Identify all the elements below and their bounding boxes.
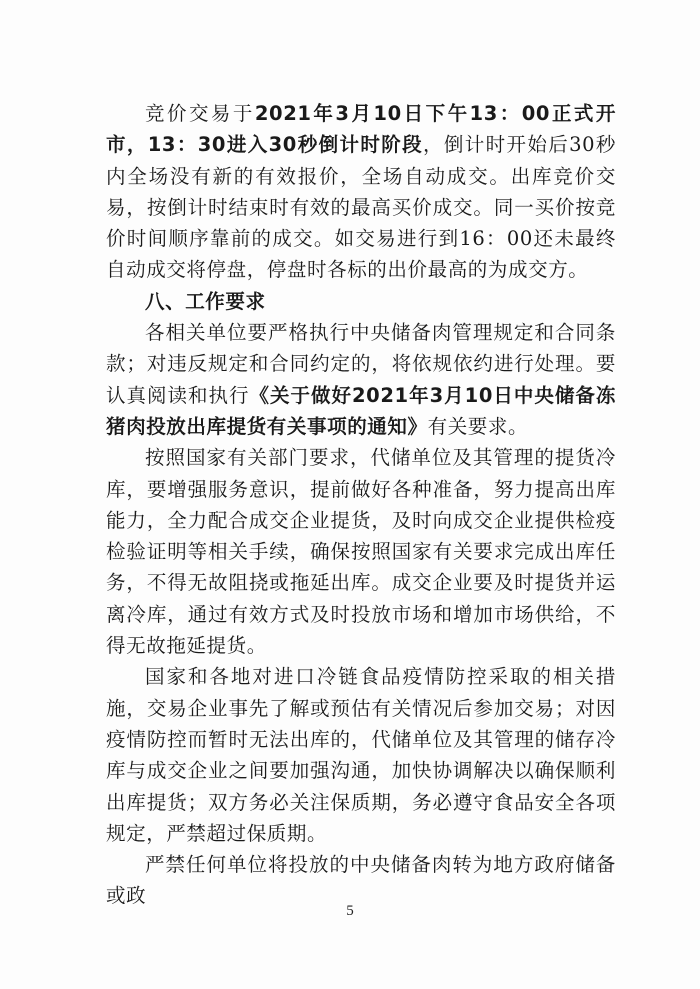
compliance-text-lead: 各相关单位要严格执行中央储备肉管理规定和合同条款；对违反规定和合同约定的，将依规依约进行处理。要认真阅读和执行 xyxy=(106,321,616,407)
notice-title-bold: 《关于做好2021年3月10日中央储备冻猪肉投放出库提货有关事项的通知》 xyxy=(106,383,617,438)
section-heading-work-requirements: 八、工作要求 xyxy=(145,289,266,313)
auction-text-rest: ，倒计时开始后30秒内全场没有新的有效报价，全场自动成交。出库竞价交易，按倒计时结束时有效的最高买价成交。同一买价按竞价时间顺序靠前的成交。如交易进行到16：00还未最终自动成交将停盘，停盘时各标的出价最高的为成交方。 xyxy=(106,133,616,282)
paragraph-prohibition: 严禁任何单位将投放的中央储备肉转为地方政府储备或政 xyxy=(106,853,616,908)
paragraph-compliance xyxy=(106,317,616,442)
auction-text-bold: 2021年3月10日下午13：00正式开市，13：30进入30秒倒计时阶段 xyxy=(106,102,616,157)
auction-text-lead: 竞价交易于 xyxy=(145,102,255,125)
compliance-text-tail: 有关要求。 xyxy=(427,414,529,438)
page-number: 5 xyxy=(346,903,354,919)
paragraph-auction-rules xyxy=(106,98,616,286)
document-body xyxy=(106,98,616,912)
paragraph-cold-storage: 按照国家有关部门要求，代储单位及其管理的提货冷库，要增强服务意识，提前做好各种准备，努力提高出库能力，全力配合成交企业提货，及时向成交企业提供检疫检验证明等相关手续，确保按照国家有关要求完成出库任务，不得无故阻挠或拖延出库。成交企业要及时提货并运离冷库，通过有效方式及时投放市场和增加市场供给，不得无故拖延提货。 xyxy=(106,446,616,658)
paragraph-epidemic-control: 国家和各地对进口冷链食品疫情防控采取的相关措施，交易企业事先了解或预估有关情况后参加交易；对因疫情防控而暂时无法出库的，代储单位及其管理的储存冷库与成交企业之间要加强沟通，加快协调解决以确保顺利出库提货；双方务必关注保质期，务必遵守食品安全各项规定，严禁超过保质期。 xyxy=(106,665,616,845)
